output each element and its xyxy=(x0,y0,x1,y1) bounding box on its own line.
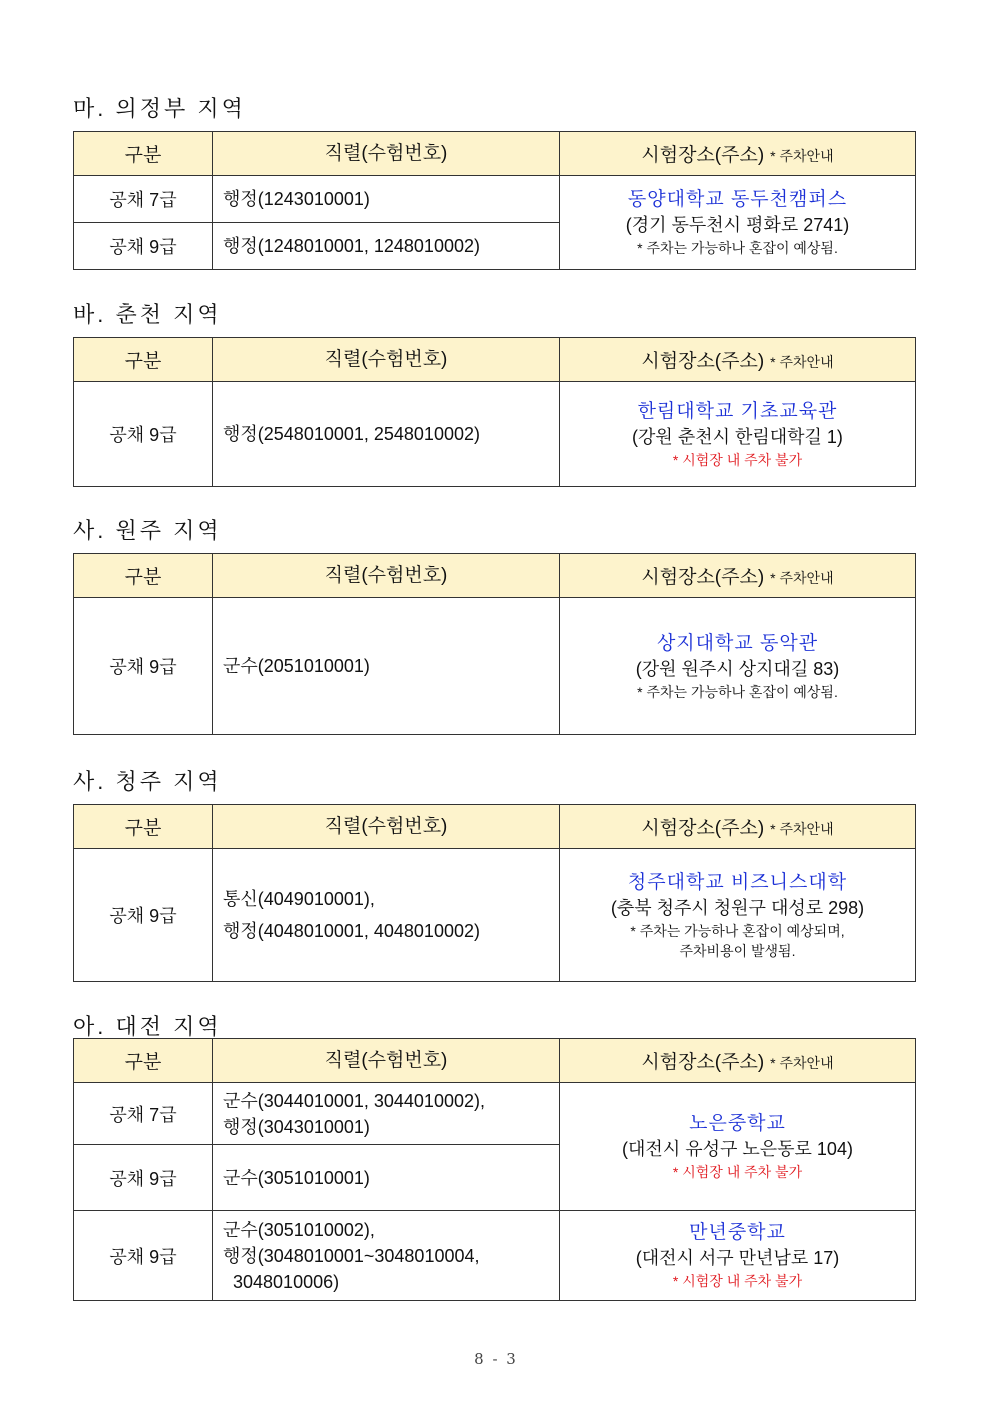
wonju-table xyxy=(73,553,916,735)
col-job-header: 직렬(수험번호) xyxy=(213,132,560,176)
col-venue-header: 시험장소(주소) * 주차안내 xyxy=(560,1039,916,1083)
venue-name: 동양대학교 동두천캠퍼스 xyxy=(627,189,848,210)
col-category-header: 구분 xyxy=(74,805,213,849)
col-job-header: 직렬(수험번호) xyxy=(213,1039,560,1083)
col-venue-header: 시험장소(주소) * 주차안내 xyxy=(560,132,916,176)
table-row xyxy=(74,1211,916,1301)
page-number: 8 - 3 xyxy=(474,1350,518,1368)
job-line: 통신(4049010001), xyxy=(223,889,375,909)
col-category-header: 구분 xyxy=(74,338,213,382)
parking-note: * 주차는 가능하나 혼잡이 예상되며, xyxy=(630,922,845,939)
parking-note: * 시험장 내 주차 불가 xyxy=(672,451,803,468)
venue-address: (강원 원주시 상지대길 83) xyxy=(635,658,840,679)
col-job-header: 직렬(수험번호) xyxy=(213,554,560,598)
job-line: 군수(3051010002), xyxy=(223,1219,375,1240)
venue-name: 만년중학교 xyxy=(689,1222,786,1243)
table-row xyxy=(74,598,916,735)
venue-address: (충북 청주시 청원구 대성로 298) xyxy=(610,897,865,918)
cheongju-table xyxy=(73,804,916,982)
parking-note: * 주차는 가능하나 혼잡이 예상됨. xyxy=(637,683,838,700)
venue-cell xyxy=(560,1211,916,1301)
chuncheon-table xyxy=(73,337,916,487)
venue-cell xyxy=(560,1083,916,1211)
job-cell: 행정(1248010001, 1248010002) xyxy=(213,223,560,270)
table-row xyxy=(74,849,916,982)
grade-cell: 공채 7급 xyxy=(74,176,213,223)
venue-name: 상지대학교 동악관 xyxy=(656,632,819,654)
col-venue-header: 시험장소(주소) * 주차안내 xyxy=(560,554,916,598)
col-category-header: 구분 xyxy=(74,132,213,176)
grade-cell: 공채 9급 xyxy=(74,1211,213,1301)
section-title-daejeon: 아. 대전 지역 xyxy=(73,1014,222,1039)
venue-name: 청주대학교 비즈니스대학 xyxy=(627,871,848,893)
col-category-header: 구분 xyxy=(74,1039,213,1083)
job-line: 행정(3043010001) xyxy=(223,1116,370,1137)
grade-cell: 공채 9급 xyxy=(74,223,213,270)
job-cell: 군수(3051010001) xyxy=(213,1145,560,1211)
job-cell: 행정(1243010001) xyxy=(213,176,560,223)
venue-cell xyxy=(560,176,916,270)
job-cell: 군수(2051010001) xyxy=(213,598,560,735)
section-title-cheongju: 사. 청주 지역 xyxy=(73,769,222,794)
job-line: 행정(4048010001, 4048010002) xyxy=(223,921,480,941)
table-row xyxy=(74,382,916,487)
uijeongbu-table xyxy=(73,131,916,270)
table-header xyxy=(74,554,916,598)
job-cell xyxy=(213,849,560,982)
table-header xyxy=(74,1039,916,1083)
venue-address: (경기 동두천시 평화로 2741) xyxy=(625,215,850,235)
job-cell: 행정(2548010001, 2548010002) xyxy=(213,382,560,487)
col-job-header: 직렬(수험번호) xyxy=(213,805,560,849)
venue-name: 노은중학교 xyxy=(689,1113,786,1134)
col-venue-header: 시험장소(주소) * 주차안내 xyxy=(560,805,916,849)
venue-address: (대전시 서구 만년남로 17) xyxy=(635,1248,840,1268)
table-header xyxy=(74,132,916,176)
daejeon-table xyxy=(73,1038,916,1301)
parking-note: * 주차는 가능하나 혼잡이 예상됨. xyxy=(637,240,838,256)
grade-cell: 공채 9급 xyxy=(74,1145,213,1211)
grade-cell: 공채 9급 xyxy=(74,382,213,487)
table-row xyxy=(74,176,916,223)
section-title-uijeongbu: 마. 의정부 지역 xyxy=(73,96,246,121)
venue-cell xyxy=(560,598,916,735)
table-header xyxy=(74,338,916,382)
job-cell xyxy=(213,1211,560,1301)
col-job-header: 직렬(수험번호) xyxy=(213,338,560,382)
venue-address: (강원 춘천시 한림대학길 1) xyxy=(632,426,843,447)
section-title-chuncheon: 바. 춘천 지역 xyxy=(73,302,222,327)
venue-name: 한림대학교 기초교육관 xyxy=(637,400,838,422)
job-line: 3048010006) xyxy=(233,1271,340,1292)
grade-cell: 공채 9급 xyxy=(74,598,213,735)
parking-note: * 시험장 내 주차 불가 xyxy=(672,1273,803,1289)
job-line: 군수(3044010001, 3044010002), xyxy=(223,1090,485,1111)
venue-address: (대전시 유성구 노은동로 104) xyxy=(622,1139,853,1159)
section-title-wonju: 사. 원주 지역 xyxy=(73,518,222,543)
parking-note: * 시험장 내 주차 불가 xyxy=(672,1164,803,1180)
grade-cell: 공채 7급 xyxy=(74,1083,213,1145)
job-cell xyxy=(213,1083,560,1145)
parking-note: 주차비용이 발생됨. xyxy=(679,942,796,959)
venue-cell xyxy=(560,849,916,982)
col-venue-header: 시험장소(주소) * 주차안내 xyxy=(560,338,916,382)
venue-cell xyxy=(560,382,916,487)
job-line: 행정(3048010001~3048010004, xyxy=(223,1245,480,1266)
grade-cell: 공채 9급 xyxy=(74,849,213,982)
col-category-header: 구분 xyxy=(74,554,213,598)
table-row xyxy=(74,1083,916,1145)
table-header xyxy=(74,805,916,849)
